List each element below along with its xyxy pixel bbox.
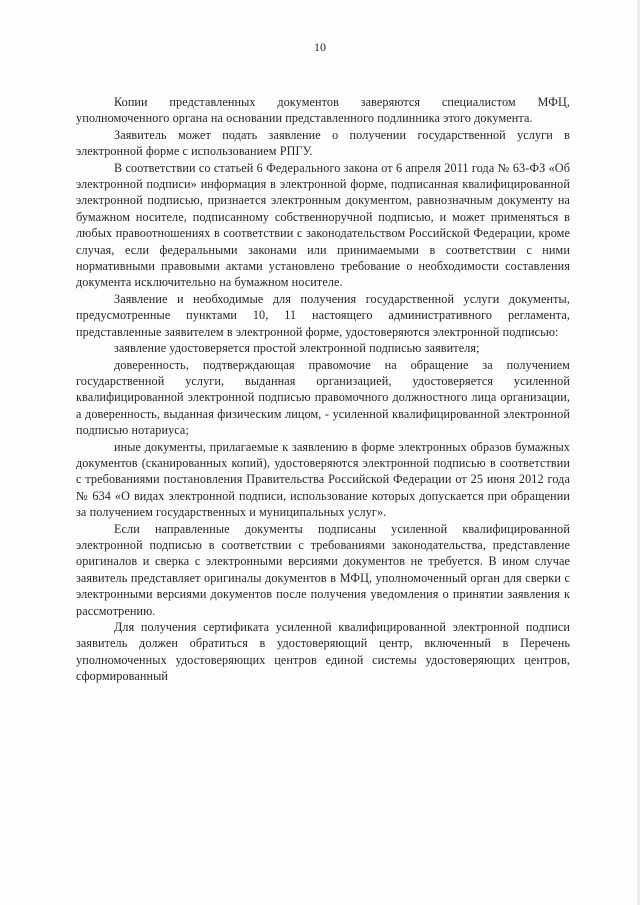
page-number: 10: [314, 40, 326, 54]
paragraph-certificate-center: Для получения сертификата усиленной квалифицированной электронной подписи заявитель должен обратиться в удостоверяющий центр, включенный в Перечень уполномоченных удостоверяющих центров единой системы удостоверяющих центров, сформированный: [76, 620, 570, 684]
paragraph-federal-law-reference: В соответствии со статьей 6 Федерального закона от 6 апреля 2011 года № 63-ФЗ «Об электронной подписи» информация в электронной форме, подписанная квалифицированной электронной подписью, признается электронным документом, равнозначным документу на бумажном носителе, подписанному собственноручной подписью, и может применяться в любых правоотношениях в соответствии с законодательством Российской Федерации, кроме случая, если федеральными законами или принимаемыми в соответствии с ними нормативными правовыми актами установлено требование о необходимости составления документа исключительно на бумажном носителе.: [76, 160, 570, 290]
paragraph-originals-verification: Если направленные документы подписаны усиленной квалифицированной электронной подписью в соответствии с требованиями законодательства, представление оригиналов и сверка с электронными версиями документов не требуется. В ином случае заявитель представляет оригиналы документов в МФЦ, уполномоченный орган для сверки с электронными версиями документов после получения уведомления о принятии заявления к рассмотрению.: [76, 521, 570, 618]
paragraph-simple-signature: заявление удостоверяется простой электронной подписью заявителя;: [114, 341, 480, 356]
paragraph-power-of-attorney: доверенность, подтверждающая правомочие на обращение за получением государственной услуги, выданная организацией, удостоверяется усиленной квалифицированной электронной подписью правомочного должностного лица организации, а доверенность, выданная физическим лицом, - усиленной квалифицированной электронной подписью нотариуса;: [76, 357, 570, 438]
paragraph-copies-certification: Копии представленных документов заверяются специалистом МФЦ, уполномоченного органа на основании представленного подлинника этого документа.: [76, 95, 570, 126]
document-body: [76, 94, 570, 685]
paragraph-electronic-application: Заявитель может подать заявление о получении государственной услуги в электронной форме с использованием РПГУ.: [76, 127, 570, 159]
paragraph-documents-signature: Заявление и необходимые для получения государственной услуги документы, предусмотренные пунктами 10, 11 настоящего административного регламента, представленные заявителем в электронной форме, удостоверяются электронной подписью:: [76, 291, 570, 339]
paragraph-other-documents: иные документы, прилагаемые к заявлению в форме электронных образов бумажных документов (сканированных копий), удостоверяются электронной подписью в соответствии с требованиями постановления Правительства Российской Федерации от 25 июня 2012 года № 634 «О видах электронной подписи, использование которых допускается при обращении за получением государственных и муниципальных услуг».: [76, 439, 570, 520]
